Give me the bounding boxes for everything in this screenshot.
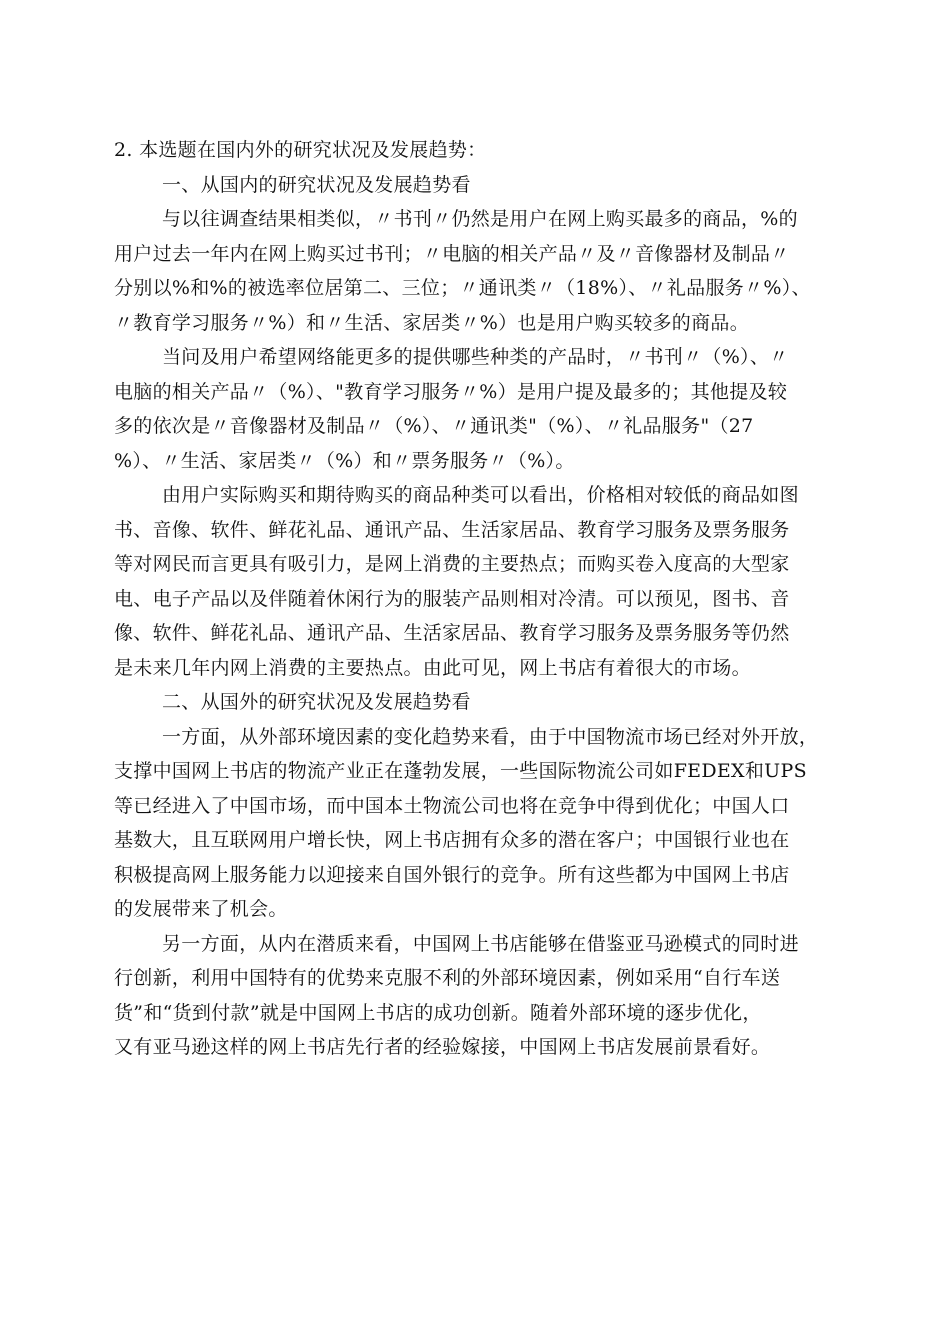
topic-heading: 2. 本选题在国内外的研究状况及发展趋势：: [114, 139, 487, 161]
paragraph-line: 一方面，从外部环境因素的变化趋势来看，由于中国物流市场已经对外开放，: [162, 725, 819, 748]
paragraph-line: 电脑的相关产品〃（%）、"教育学习服务〃%）是用户提及最多的；其他提及较: [114, 380, 788, 403]
paragraph-line: 是未来几年内网上消费的主要热点。由此可见，网上书店有着很大的市场。: [114, 656, 751, 679]
paragraph-line: 等已经进入了中国市场，而中国本土物流公司也将在竞争中得到优化；中国人口: [114, 794, 790, 817]
paragraph-line: %）、〃生活、家居类〃（%）和〃票务服务〃（%）。: [114, 449, 575, 472]
paragraph-line: 电、电子产品以及伴随着休闲行为的服装产品则相对冷清。可以预见，图书、音: [114, 587, 790, 610]
paragraph-line: 货”和“货到付款”就是中国网上书店的成功创新。随着外部环境的逐步优化，: [114, 1001, 762, 1024]
paragraph-line: 由用户实际购买和期待购买的商品种类可以看出，价格相对较低的商品如图: [162, 484, 799, 506]
paragraph-line: 当问及用户希望网络能更多的提供哪些种类的产品时，〃书刊〃（%）、〃: [162, 346, 789, 368]
paragraph-external-environment: [114, 720, 839, 927]
paragraph-line: 积极提高网上服务能力以迎接来自国外银行的竞争。所有这些都为中国网上书店: [114, 863, 790, 886]
paragraph-purchase-survey: [114, 202, 839, 340]
section-heading-domestic: 一、从国内的研究状况及发展趋势看: [162, 173, 471, 196]
paragraph-line: 另一方面，从内在潜质来看，中国网上书店能够在借鉴亚马逊模式的同时进: [162, 932, 799, 955]
paragraph-line: 〃教育学习服务〃%）和〃生活、家居类〃%）也是用户购买较多的商品。: [114, 311, 750, 334]
section-heading-foreign: 二、从国外的研究状况及发展趋势看: [162, 691, 471, 713]
paragraph-line: 用户过去一年内在网上购买过书刊；〃电脑的相关产品〃及〃音像器材及制品〃: [114, 242, 790, 265]
paragraph-line: 基数大，且互联网用户增长快，网上书店拥有众多的潜在客户；中国银行业也在: [114, 829, 790, 851]
document-body: [114, 133, 839, 1065]
paragraph-line: 分别以%和%的被选率位居第二、三位；〃通讯类〃（18%）、〃礼品服务〃%）、: [114, 277, 811, 299]
paragraph-line: 像、软件、鲜花礼品、通讯产品、生活家居品、教育学习服务及票务服务等仍然: [114, 622, 790, 644]
paragraph-line: 多的依次是〃音像器材及制品〃（%）、〃通讯类"（%）、〃礼品服务"（27: [114, 415, 754, 437]
paragraph-market-analysis: [114, 478, 839, 685]
paragraph-line: 的发展带来了机会。: [114, 898, 288, 920]
paragraph-line: 支撑中国网上书店的物流产业正在蓬勃发展，一些国际物流公司如FEDEX和UPS: [114, 760, 807, 782]
paragraph-line: 等对网民而言更具有吸引力，是网上消费的主要热点；而购买卷入度高的大型家: [114, 553, 790, 575]
paragraph-line: 书、音像、软件、鲜花礼品、通讯产品、生活家居品、教育学习服务及票务服务: [114, 518, 790, 541]
paragraph-internal-potential: [114, 927, 839, 1065]
paragraph-line: 与以往调查结果相类似，〃书刊〃仍然是用户在网上购买最多的商品，%的: [162, 208, 798, 230]
paragraph-line: 行创新，利用中国特有的优势来克服不利的外部环境因素，例如采用“自行车送: [114, 967, 781, 989]
paragraph-line: 又有亚马逊这样的网上书店先行者的经验嫁接，中国网上书店发展前景看好。: [114, 1036, 771, 1058]
paragraph-user-wishes: [114, 340, 839, 478]
